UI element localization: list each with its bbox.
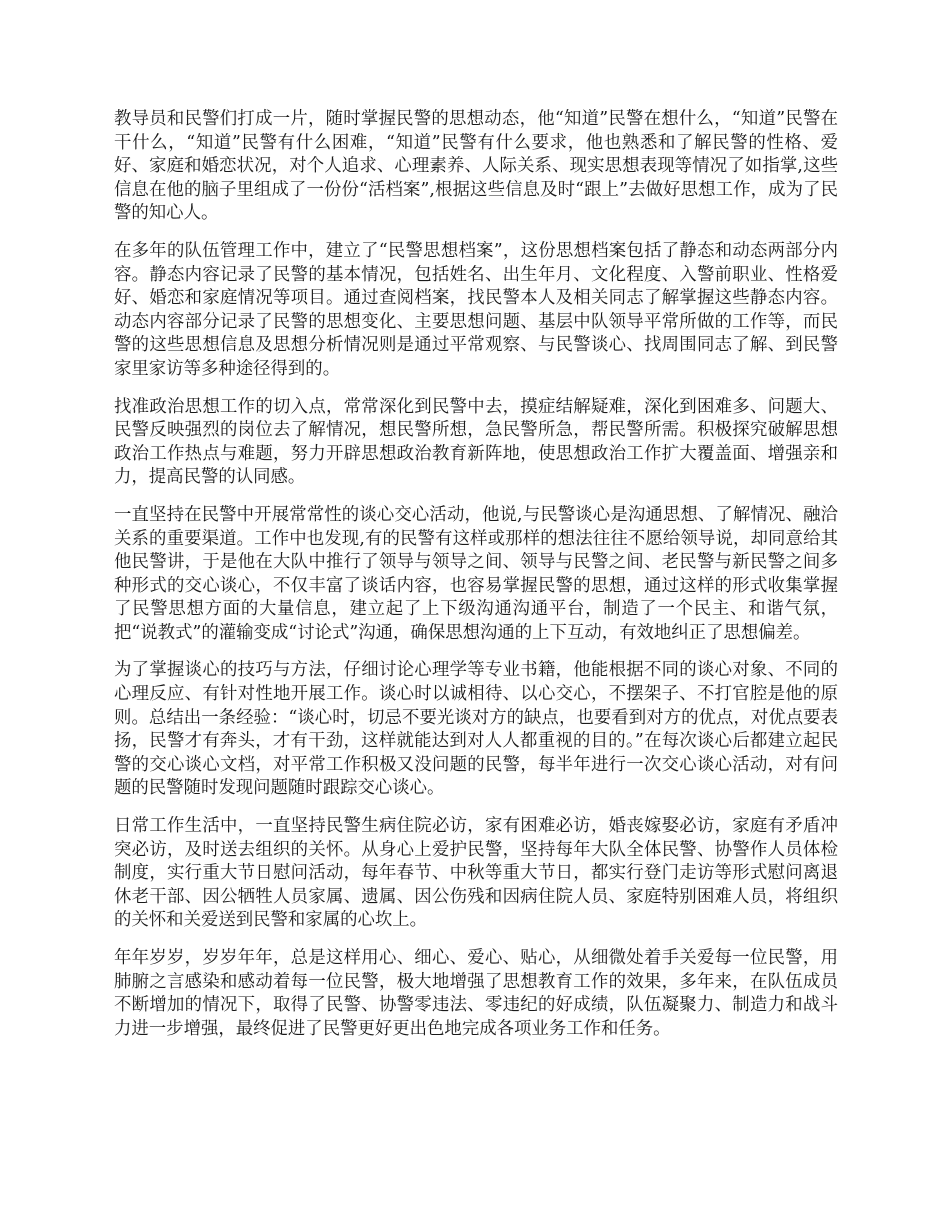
paragraph-3: 找准政治思想工作的切入点，常常深化到民警中去，摸症结解疑难，深化到困难多、问题大、民警反映强烈的岗位去了解情况，想民警所想，急民警所急，帮民警所需。积极探究破解思想政治工作热点与难题，努力开辟思想政治教育新阵地，使思想政治工作扩大覆盖面、增强亲和力，提高民警的认同感。 <box>114 396 838 488</box>
paragraph-2: 在多年的队伍管理工作中，建立了“民警思想档案”，这份思想档案包括了静态和动态两部分内容。静态内容记录了民警的基本情况，包括姓名、出生年月、文化程度、入警前职业、性格爱好、婚恋和家庭情况等项目。通过查阅档案，找民警本人及相关同志了解掌握这些静态内容。动态内容部分记录了民警的思想变化、主要思想问题、基层中队领导平常所做的工作等，而民警的这些思想信息及思想分析情况则是通过平常观察、与民警谈心、找周围同志了解、到民警家里家访等多种途径得到的。 <box>114 240 838 379</box>
paragraph-1: 教导员和民警们打成一片，随时掌握民警的思想动态，他“知道”民警在想什么，“知道”民警在干什么，“知道”民警有什么困难，“知道”民警有什么要求，他也熟悉和了解民警的性格、爱好、家庭和婚恋状况，对个人追求、心理素养、人际关系、现实思想表现等情况了如指掌,这些信息在他的脑子里组成了一份份“活档案”,根据这些信息及时“跟上”去做好思想工作，成为了民警的知心人。 <box>114 109 838 224</box>
paragraph-4: 一直坚持在民警中开展常常性的谈心交心活动，他说,与民警谈心是沟通思想、了解情况、融洽关系的重要渠道。工作中也发现,有的民警有这样或那样的想法往往不愿给领导说，却同意给其他民警讲，于是他在大队中推行了领导与领导之间、领导与民警之间、老民警与新民警之间多种形式的交心谈心，不仅丰富了谈话内容，也容易掌握民警的思想，通过这样的形式收集掌握了民警思想方面的大量信息，建立起了上下级沟通沟通平台，制造了一个民主、和谐气氛，把“说教式”的灌输变成“讨论式”沟通，确保思想沟通的上下互动，有效地纠正了思想偏差。 <box>114 504 838 643</box>
paragraph-6: 日常工作生活中，一直坚持民警生病住院必访，家有困难必访，婚丧嫁娶必访，家庭有矛盾冲突必访，及时送去组织的关怀。从身心上爱护民警，坚持每年大队全体民警、协警作人员体检制度，实行重大节日慰问活动，每年春节、中秋等重大节日，都实行登门走访等形式慰问离退休老干部、因公牺牲人员家属、遗属、因公伤残和因病住院人员、家庭特别困难人员，将组织的关怀和关爱送到民警和家属的心坎上。 <box>114 816 838 931</box>
document-body <box>114 108 838 1055</box>
paragraph-7: 年年岁岁，岁岁年年，总是这样用心、细心、爱心、贴心，从细微处着手关爱每一位民警，用肺腑之言感染和感动着每一位民警，极大地增强了思想教育工作的效果，多年来，在队伍成员不断增加的情况下，取得了民警、协警零违法、零违纪的好成绩，队伍凝聚力、制造力和战斗力进一步增强，最终促进了民警更好更出色地完成各项业务工作和任务。 <box>114 948 838 1039</box>
paragraph-5: 为了掌握谈心的技巧与方法，仔细讨论心理学等专业书籍，他能根据不同的谈心对象、不同的心理反应、有针对性地开展工作。谈心时以诚相待、以心交心，不摆架子、不打官腔是他的原则。总结出一条经验：“谈心时，切忌不要光谈对方的缺点，也要看到对方的优点，对优点要表扬，民警才有奔头，才有干劲，这样就能达到对人人都重视的目的。”在每次谈心后都建立起民警的交心谈心文档，对平常工作积极又没问题的民警，每半年进行一次交心谈心活动，对有问题的民警随时发现问题随时跟踪交心谈心。 <box>114 660 838 799</box>
